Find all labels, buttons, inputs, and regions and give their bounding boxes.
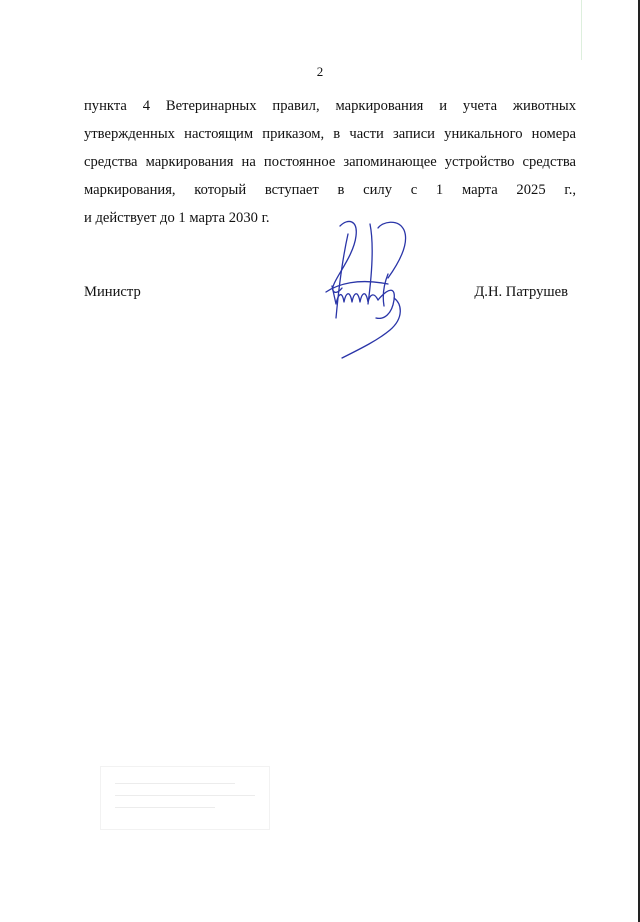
body-paragraph bbox=[84, 92, 576, 232]
handwritten-signature bbox=[318, 214, 418, 360]
signatory-title: Министр bbox=[84, 284, 141, 300]
page-number: 2 bbox=[316, 64, 324, 79]
faint-stamp-remnant bbox=[100, 766, 270, 830]
paragraph-line: маркирования, который вступает в силу с 1 марта 2025 г., bbox=[84, 182, 576, 198]
signatory-name: Д.Н. Патрушев bbox=[474, 284, 568, 300]
paragraph-line: и действует до 1 марта 2030 г. bbox=[84, 210, 270, 226]
paragraph-line: пункта 4 Ветеринарных правил, маркирования и учета животных bbox=[84, 98, 576, 114]
paragraph-line: утвержденных настоящим приказом, в части записи уникального номера bbox=[84, 126, 576, 142]
scan-artifact bbox=[581, 0, 582, 60]
paragraph-line: средства маркирования на постоянное запоминающее устройство средства bbox=[84, 154, 576, 170]
